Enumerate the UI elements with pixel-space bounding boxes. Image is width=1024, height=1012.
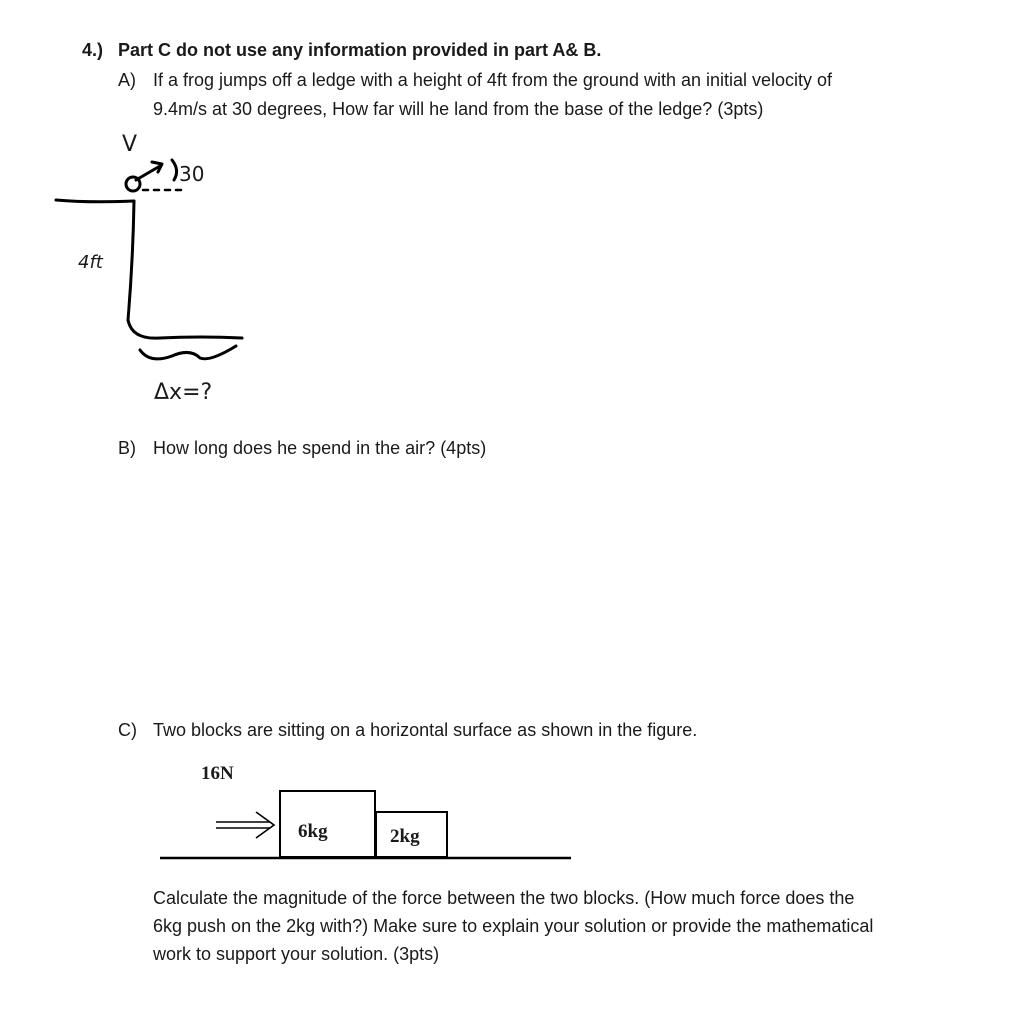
angle-label: 30 <box>179 162 205 186</box>
part-b-text: How long does he spend in the air? (4pts) <box>153 438 487 458</box>
force-label: 16N <box>201 763 234 784</box>
part-c-instruction-line3: work to support your solution. (3pts) <box>153 944 440 964</box>
block-large-label: 6kg <box>298 821 328 842</box>
part-b-marker: B) <box>118 438 136 458</box>
part-a-line2: 9.4m/s at 30 degrees, How far will he land from the base of the ledge? (3pts) <box>153 99 764 119</box>
part-c-instruction-line2: 6kg push on the 2kg with?) Make sure to explain your solution or provide the mathematical <box>153 916 874 936</box>
distance-label: Δx=? <box>154 380 213 405</box>
block-small-label: 2kg <box>390 826 420 847</box>
part-a-marker: A) <box>118 70 136 90</box>
question-intro: Part C do not use any information provided in part A& B. <box>118 40 602 60</box>
velocity-label: V <box>122 132 138 157</box>
part-c-text: Two blocks are sitting on a horizontal surface as shown in the figure. <box>153 720 698 740</box>
height-label: 4ft <box>78 252 103 273</box>
question-number: 4.) <box>82 40 104 60</box>
force-arrow <box>216 812 274 838</box>
part-a-line1: If a frog jumps off a ledge with a height of 4ft from the ground with an initial velocity of <box>153 70 833 90</box>
part-c-instruction-line1: Calculate the magnitude of the force between the two blocks. (How much force does the <box>153 888 855 908</box>
part-c-marker: C) <box>118 720 137 740</box>
